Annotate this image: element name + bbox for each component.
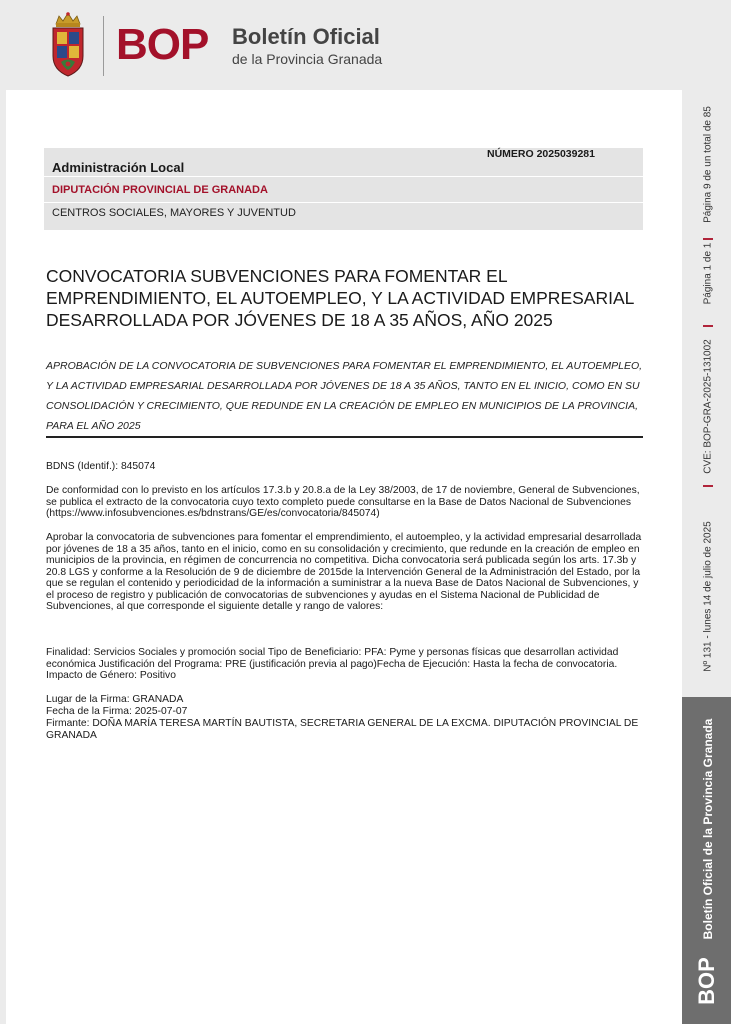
document-title: CONVOCATORIA SUBVENCIONES PARA FOMENTAR EL EMPRENDIMIENTO, EL AUTOEMPLEO, Y LA ACTIVIDAD EMPRESARIAL DESARROLLADA POR JÓVENES DE 18 A 35 AÑOS, AÑO 2025 [46,266,634,330]
coat-of-arms-icon [48,10,88,78]
document-subtitle: APROBACIÓN DE LA CONVOCATORIA DE SUBVENCIONES PARA FOMENTAR EL EMPRENDIMIENTO, EL AUTOEMPLEO, Y LA ACTIVIDAD EMPRESARIAL DESARROLLADA POR JÓVENES DE 18 A 35 AÑOS, TANTO EN EL INICIO, COMO EN SU CONSOLIDACIÓN Y CRECIMIENTO, QUE REDUNDE EN LA CREACIÓN DE EMPLEO EN MUNICIPIOS DE LA PROVINCIA, PARA EL AÑO 2025 [46,360,643,432]
issue-date-label: Nº 131 - lunes 14 de julio de 2025 [702,521,714,672]
box-divider [44,176,643,177]
signature-date: Fecha de la Firma: 2025-07-07 [46,706,188,717]
administration-label: Administración Local [52,160,185,175]
issuer-label: DIPUTACIÓN PROVINCIAL DE GRANADA [52,184,268,196]
body-paragraph: De conformidad con lo previsto en los artículos 17.3.b y 20.8.a de la Ley 38/2003, de 17 de noviembre, General de Subvenciones, se publica el extracto de la convocatoria cuyo texto completo puede consultarse en la Base de Datos Nacional de Subvenciones (https://www.infosubvenciones.es/bdnstrans/GE/es/convocatoria/845074) [46,485,640,519]
page-of-label: Página 1 de 1 [702,242,714,305]
signatory: Firmante: DOÑA MARÍA TERESA MARTÍN BAUTISTA, SECRETARIA GENERAL DE LA EXCMA. DIPUTACIÓN PROVINCIAL DE GRANADA [46,718,639,741]
bop-logo: BOP [116,20,209,69]
page-total-label: Página 9 de un total de 85 [702,106,714,223]
signature-place: Lugar de la Firma: GRANADA [46,694,184,705]
department-label: CENTROS SOCIALES, MAYORES Y JUVENTUD [52,207,296,219]
box-divider [44,202,643,203]
sidebar-bop-label: BOP [694,957,719,1005]
bdns-id: BDNS (Identif.): 845074 [46,461,156,472]
bulletin-header [0,0,731,90]
cve-label: CVE: BOP-GRA-2025-131002 [702,339,714,474]
title-rule [46,436,643,438]
bulletin-subtitle: de la Provincia Granada [232,51,383,67]
sidebar-brand-label: Boletín Oficial de la Provincia Granada [701,718,715,940]
announcement-number: NÚMERO 2025039281 [487,148,595,160]
body-paragraph: Aprobar la convocatoria de subvenciones para fomentar el emprendimiento, el autoempleo, y la actividad empresarial desarrollada por jóvenes de 18 a 35 años, tanto en el inicio, como en su consolidación y crecimiento, que redunde en la creación de empleo en municipios de la provincia, en régimen de concurrencia no competitiva. Dicha convocatoria será publicada según los arts. 17.3b y 20.8 LGS y conforme a la Resolución de 9 de diciembre de 2015de la Intervención General de la Administración del Estado, por la que se regulan el contenido y periodicidad de la información a suministrar a la nueva Base de Datos Nacional de Subvenciones, y el proceso de registro y publicación de convocatorias de subvenciones y ayudas en el Sistema Nacional de Publicidad de Subvenciones, al que corresponde el siguiente detalle y rango de valores: [46,532,642,612]
header-divider [103,16,104,76]
body-paragraph: Finalidad: Servicios Sociales y promoción social Tipo de Beneficiario: PFA: Pyme y personas físicas que desarrollan actividad económica Justificación del Programa: PRE (justificación previa al pago)Fecha de Ejecución: Hasta la fecha de convocatoria. Impacto de Género: Positivo [46,647,619,681]
bulletin-title: Boletín Oficial [232,24,380,49]
sidebar-separator [703,485,713,487]
